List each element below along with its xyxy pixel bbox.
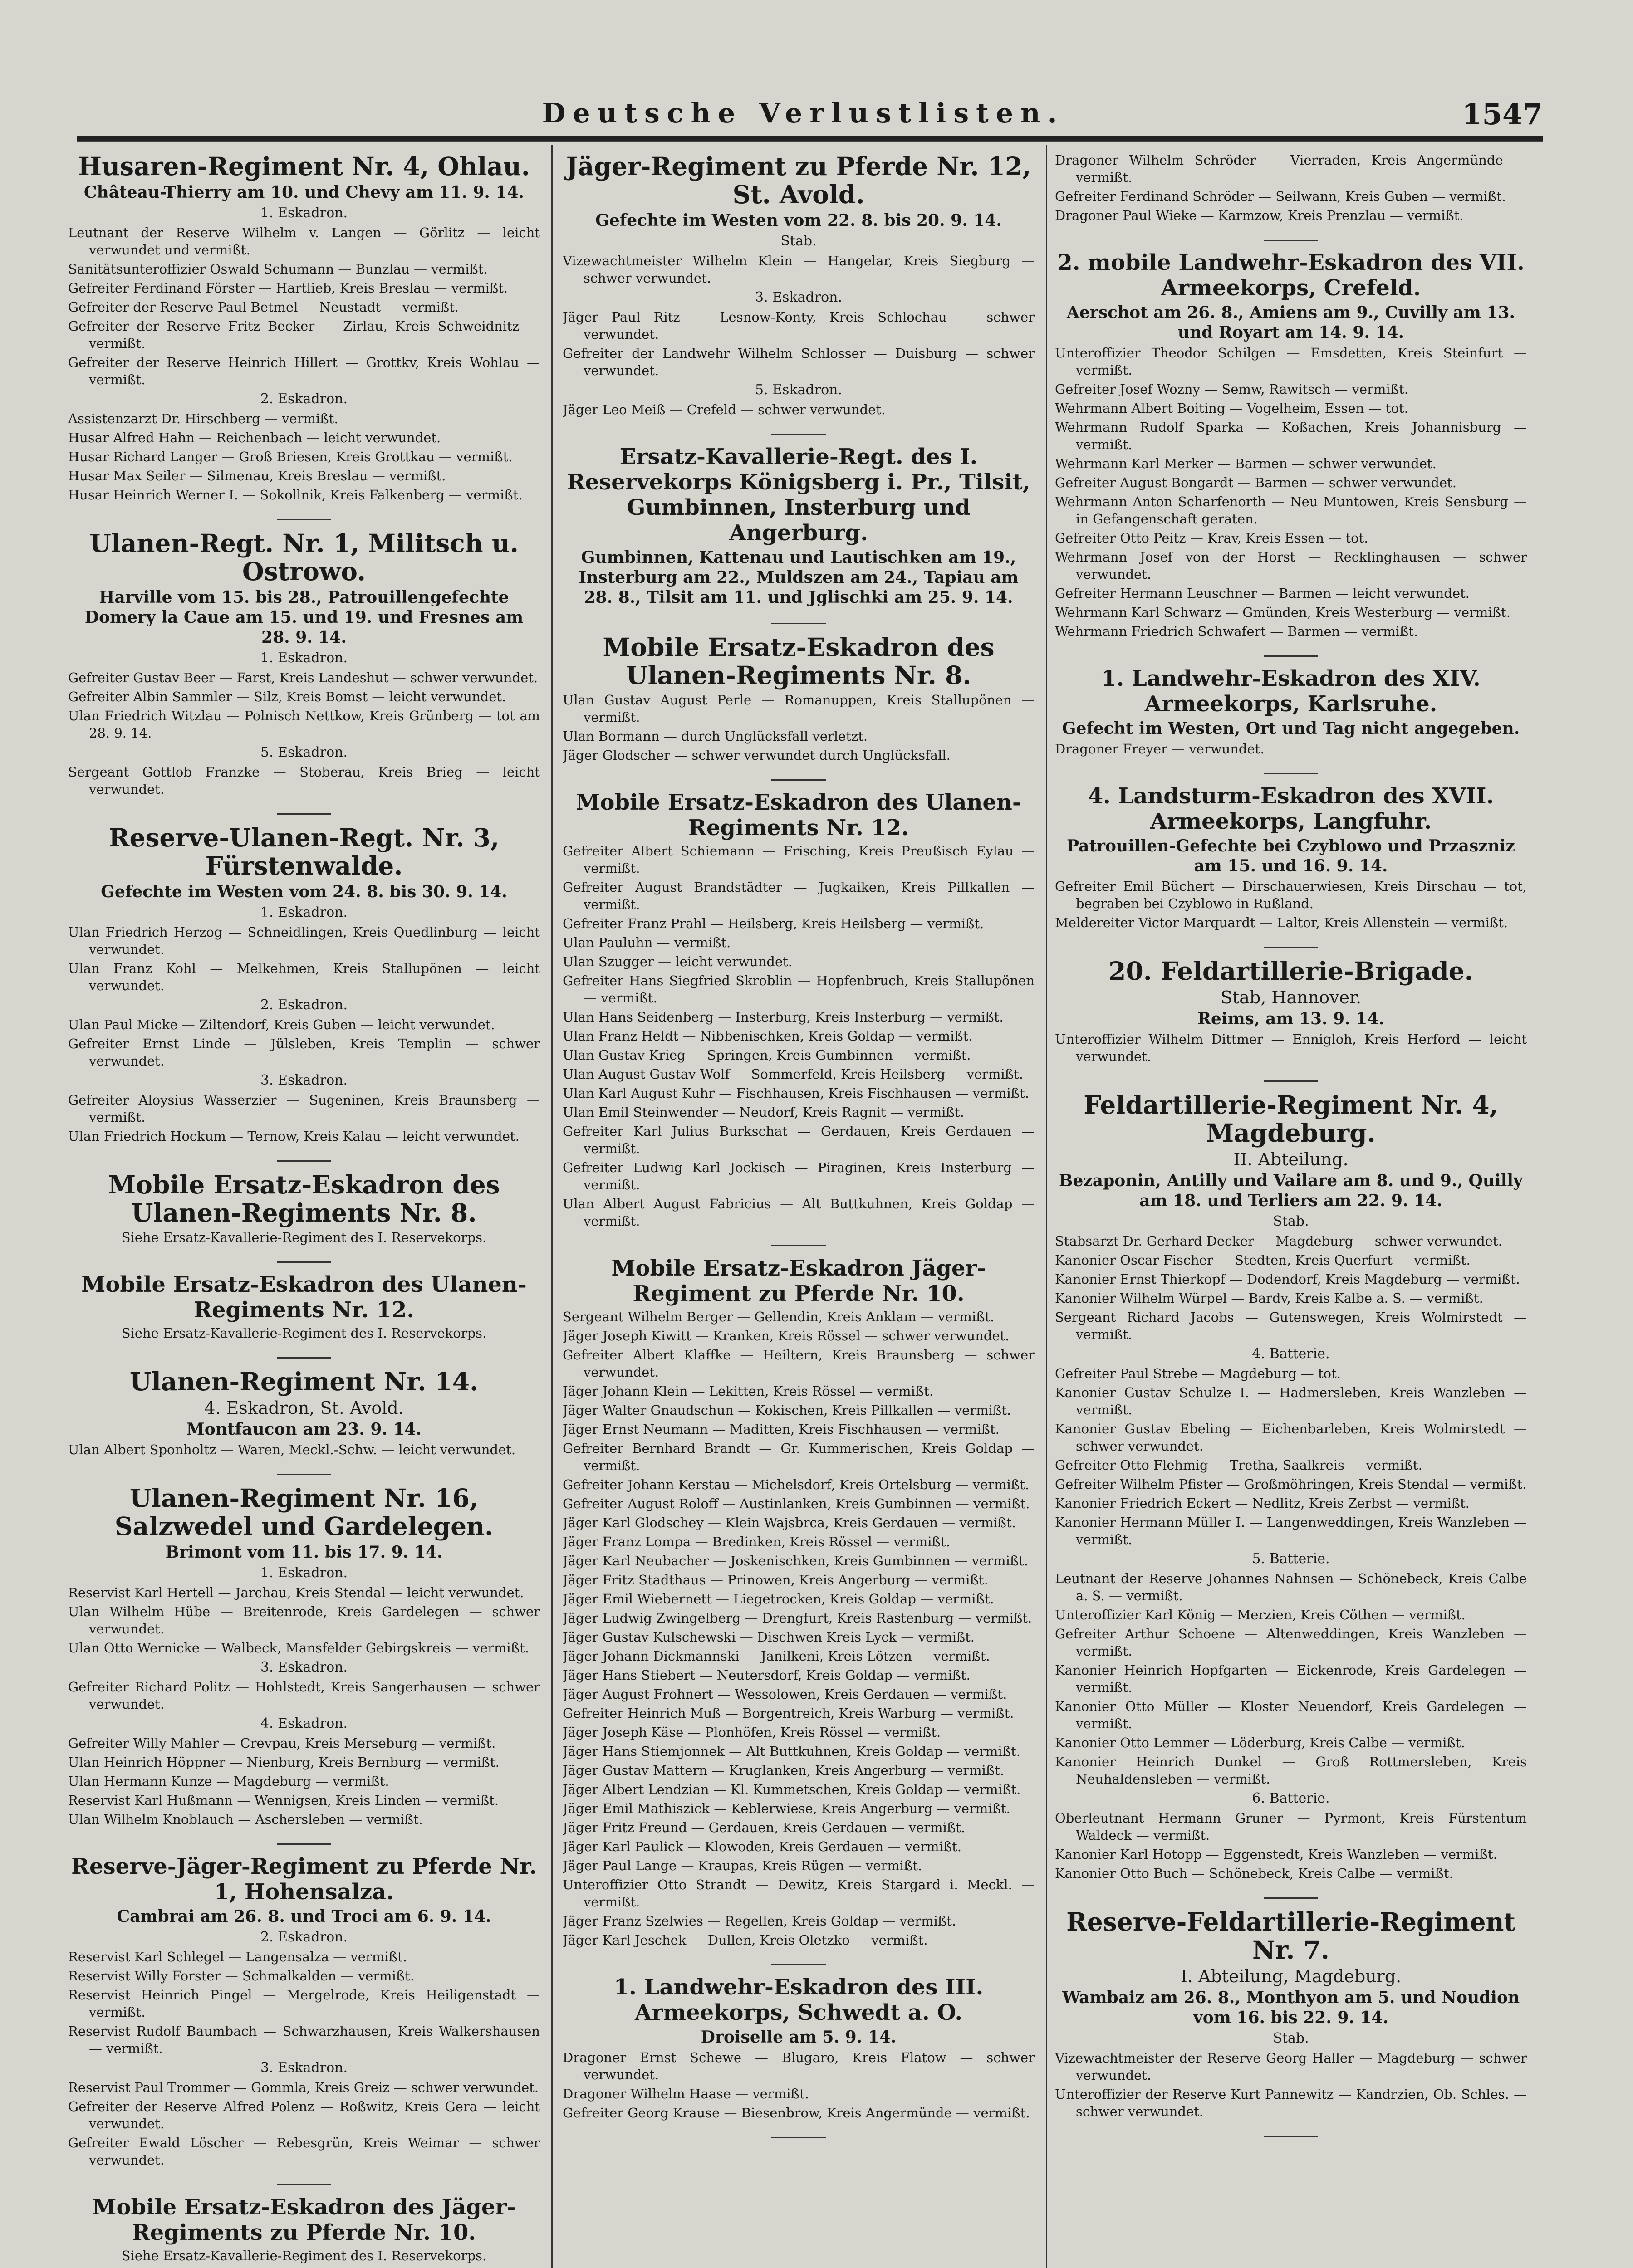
battle-dates: Château-Thierry am 10. und Chevy am 11. 9. 14.: [83, 183, 525, 202]
casualty-entry: Reservist Rudolf Baumbach — Schwarzhausen, Kreis Walkershausen — vermißt.: [68, 2024, 540, 2056]
casualty-entry: Gefreiter Hermann Leuschner — Barmen — leicht verwundet.: [1055, 586, 1470, 601]
casualty-entry: Reservist Heinrich Pingel — Mergelrode, Kreis Heiligenstadt — vermißt.: [68, 1987, 540, 2020]
casualty-entry: Jäger Ernst Neumann — Maditten, Kreis Fischhausen — vermißt.: [563, 1422, 1000, 1437]
casualty-entry: Dragoner Wilhelm Haase — vermißt.: [563, 2086, 809, 2102]
casualty-entry: Unteroffizier Karl König — Merzien, Kreis Cöthen — vermißt.: [1055, 1607, 1466, 1623]
casualty-entry: Unteroffizier der Reserve Kurt Pannewitz — Kandrzien, Ob. Schles. — schwer verwundet.: [1055, 2087, 1527, 2119]
casualty-entry: Leutnant der Reserve Wilhelm v. Langen — Görlitz — leicht verwundet und vermißt.: [68, 225, 540, 258]
casualty-entry: Kanonier Heinrich Dunkel — Groß Rottmersleben, Kreis Neuhaldensleben — vermißt.: [1055, 1754, 1527, 1787]
casualty-entry: Ulan Gustav August Perle — Romanuppen, Kreis Stallupönen — vermißt.: [563, 692, 1035, 725]
casualty-entry: Gefreiter Gustav Beer — Farst, Kreis Landeshut — schwer verwundet.: [68, 670, 538, 685]
casualty-entry: Gefreiter Otto Flehmig — Tretha, Saalkreis — vermißt.: [1055, 1457, 1422, 1473]
casualty-entry: Gefreiter Ernst Linde — Jülsleben, Kreis Templin — schwer verwundet.: [68, 1036, 540, 1069]
section-separator: [1264, 947, 1318, 948]
casualty-entry: Dragoner Freyer — verwundet.: [1055, 741, 1265, 757]
section-separator: [1264, 1897, 1318, 1899]
casualty-entry: Sanitätsunteroffizier Oswald Schumann — Bunzlau — vermißt.: [68, 261, 488, 277]
casualty-entry: Sergeant Gottlob Franzke — Stoberau, Kreis Brieg — leicht verwundet.: [68, 764, 540, 797]
battle-dates: Harville vom 15. bis 28., Patrouillengefechte Domery la Caue am 15. und 19. und Fresnes am 28. 9. 14.: [84, 588, 524, 647]
casualty-entry: Kanonier Gustav Ebeling — Eichenbarleben, Kreis Wolmirstedt — schwer verwundet.: [1055, 1421, 1527, 1454]
section-separator: [771, 434, 826, 435]
casualty-entry: Reservist Paul Trommer — Gommla, Kreis Greiz — schwer verwundet.: [68, 2080, 539, 2095]
section-heading: Reserve-Jäger-Regiment zu Pferde Nr. 1, Hohensalza.: [71, 1854, 537, 1905]
casualty-entry: Unteroffizier Theodor Schilgen — Emsdetten, Kreis Steinfurt — vermißt.: [1055, 345, 1527, 378]
casualty-entry: Jäger Glodscher — schwer verwundet durch Unglücksfall.: [563, 748, 951, 763]
unit-heading: Stab.: [1273, 2030, 1309, 2046]
casualty-entry: Wehrmann Albert Boiting — Vogelheim, Essen — tot.: [1055, 401, 1408, 416]
casualty-entry: Gefreiter Heinrich Muß — Borgentreich, Kreis Warburg — vermißt.: [563, 1706, 1014, 1721]
battle-dates: Gumbinnen, Kattenau und Lautischken am 19., Insterburg am 22., Muldszen am 24., Tapiau am 28. 8., Tilsit am 11. und Jglischki am 25. 9. 14.: [579, 548, 1019, 607]
regiment-section: [68, 1171, 540, 1246]
section-heading: Mobile Ersatz-Eskadron Jäger-Regiment zu Pferde Nr. 10.: [611, 1256, 986, 1306]
section-separator: [277, 1357, 331, 1359]
casualty-entry: Gefreiter Ewald Löscher — Rebesgrün, Kreis Weimar — schwer verwundet.: [68, 2135, 540, 2168]
casualty-entry: Leutnant der Reserve Johannes Nahnsen — Schönebeck, Kreis Calbe a. S. — vermißt.: [1055, 1571, 1527, 1603]
column-3: [1055, 150, 1527, 2268]
section-separator: [771, 623, 826, 624]
header-rule: [77, 136, 1543, 142]
casualty-entry: Gefreiter Emil Büchert — Dirschauerwiesen, Kreis Dirschau — tot, begraben bei Czyblowo in Rußland.: [1055, 879, 1527, 911]
unit-heading: Stab.: [1273, 1213, 1309, 1229]
section-separator: [1264, 2136, 1318, 2137]
casualty-entry: Jäger Emil Mathiszick — Keblerwiese, Kreis Angerburg — vermißt.: [563, 1801, 1010, 1816]
casualty-entry: Jäger Albert Lendzian — Kl. Kummetschen, Kreis Goldap — vermißt.: [563, 1782, 1021, 1797]
casualty-entry: Sergeant Richard Jacobs — Gutenswegen, Kreis Wolmirstedt — vermißt.: [1055, 1310, 1527, 1342]
unit-heading: Stab.: [780, 233, 817, 249]
regiment-section: [68, 529, 540, 798]
section-heading: 4. Landsturm-Eskadron des XVII. Armeekorps, Langfuhr.: [1088, 783, 1494, 834]
casualty-entry: Ulan Otto Wernicke — Walbeck, Mansfelder Gebirgskreis — vermißt.: [68, 1640, 529, 1656]
regiment-section: [563, 1256, 1035, 1949]
section-separator: [277, 1843, 331, 1845]
casualty-entry: Ulan Wilhelm Knoblauch — Aschersleben — vermißt.: [68, 1812, 423, 1827]
casualty-entry: Wehrmann Karl Schwarz — Gmünden, Kreis Westerburg — vermißt.: [1055, 605, 1510, 620]
section-heading: Mobile Ersatz-Eskadron des Ulanen-Regiments Nr. 12.: [81, 1272, 527, 1323]
section-separator: [771, 779, 826, 781]
casualty-entry: Gefreiter Wilhelm Pfister — Großmöhringen, Kreis Stendal — vermißt.: [1055, 1476, 1527, 1492]
casualty-entry: Gefreiter Paul Strebe — Magdeburg — tot.: [1055, 1366, 1341, 1381]
casualty-entry: Jäger Paul Ritz — Lesnow-Konty, Kreis Schlochau — schwer verwundet.: [563, 309, 1035, 342]
regiment-section: [1055, 666, 1527, 758]
unit-heading: 1. Eskadron.: [260, 1565, 348, 1581]
casualty-entry: Reservist Willy Forster — Schmalkalden — vermißt.: [68, 1968, 415, 1984]
casualty-entry: Kanonier Otto Lemmer — Löderburg, Kreis Calbe — vermißt.: [1055, 1735, 1465, 1750]
casualty-entry: Gefreiter Albert Klaffke — Heiltern, Kreis Braunsberg — schwer verwundet.: [563, 1347, 1035, 1380]
section-heading: Mobile Ersatz-Eskadron des Ulanen-Regiments Nr. 8.: [603, 632, 995, 690]
casualty-entry: Unteroffizier Otto Strandt — Dewitz, Kreis Stargard i. Meckl. — vermißt.: [563, 1877, 1035, 1910]
casualty-entry: Jäger Walter Gnaudschun — Kokischen, Kreis Pillkallen — vermißt.: [563, 1403, 1011, 1418]
casualty-entry: Husar Richard Langer — Groß Briesen, Kreis Grottkau — vermißt.: [68, 449, 513, 464]
casualty-entry: Dragoner Wilhelm Schröder — Vierraden, Kreis Angermünde — vermißt.: [1055, 152, 1527, 185]
casualty-entry: Ulan Friedrich Herzog — Schneidlingen, Kreis Quedlinburg — leicht verwundet.: [68, 924, 540, 957]
casualty-entry: Wehrmann Karl Merker — Barmen — schwer verwundet.: [1055, 456, 1437, 471]
casualty-entry: Gefreiter Franz Prahl — Heilsberg, Kreis Heilsberg — vermißt.: [563, 916, 984, 931]
casualty-entry: Gefreiter Georg Krause — Biesenbrow, Kreis Angermünde — vermißt.: [563, 2105, 1030, 2121]
unit-location: I. Abteilung, Magdeburg.: [1180, 1966, 1402, 1986]
casualty-entry: Gefreiter der Landwehr Wilhelm Schlosser — Duisburg — schwer verwundet.: [563, 346, 1035, 378]
unit-heading: 4. Batterie.: [1252, 1346, 1330, 1362]
casualty-entry: Kanonier Otto Buch — Schönebeck, Kreis Calbe — vermißt.: [1055, 1866, 1453, 1881]
battle-dates: Gefechte im Westen vom 24. 8. bis 30. 9. 14.: [101, 882, 507, 901]
casualty-entry: Gefreiter Ludwig Karl Jockisch — Piraginen, Kreis Insterburg — vermißt.: [563, 1160, 1035, 1193]
casualty-entry: Husar Alfred Hahn — Reichenbach — leicht verwundet.: [68, 430, 441, 445]
casualty-entry: Jäger Leo Meiß — Crefeld — schwer verwundet.: [563, 402, 886, 417]
cross-reference-note: Siehe Ersatz-Kavallerie-Regiment des I. Reservekorps.: [121, 1230, 487, 1245]
unit-heading: 1. Eskadron.: [260, 650, 348, 666]
unit-heading: 1. Eskadron.: [260, 904, 348, 920]
section-separator: [1264, 240, 1318, 241]
column-divider: [1046, 145, 1047, 2268]
regiment-section: [563, 152, 1035, 418]
casualty-entry: Wehrmann Rudolf Sparka — Koßachen, Kreis Johannisburg — vermißt.: [1055, 420, 1527, 452]
casualty-entry: Ulan Bormann — durch Unglücksfall verletzt.: [563, 728, 868, 744]
unit-location: II. Abteilung.: [1233, 1149, 1349, 1169]
section-heading: 1. Landwehr-Eskadron des III. Armeekorps, Schwedt a. O.: [613, 1975, 984, 2025]
section-separator: [277, 519, 331, 520]
regiment-section: [1055, 152, 1527, 224]
casualty-entry: Kanonier Ernst Thierkopf — Dodendorf, Kreis Magdeburg — vermißt.: [1055, 1271, 1520, 1287]
casualty-entry: Jäger August Frohnert — Wessolowen, Kreis Gerdauen — vermißt.: [563, 1686, 1007, 1702]
cross-reference-note: Siehe Ersatz-Kavallerie-Regiment des I. Reservekorps.: [121, 1325, 487, 1341]
unit-heading: 2. Eskadron.: [260, 391, 348, 407]
section-heading: Mobile Ersatz-Eskadron des Ulanen-Regiments Nr. 12.: [576, 790, 1021, 841]
casualty-entry: Gefreiter Ferdinand Schröder — Seilwann, Kreis Guben — vermißt.: [1055, 189, 1506, 204]
section-heading: Jäger-Regiment zu Pferde Nr. 12, St. Avold.: [566, 152, 1031, 209]
section-heading: Mobile Ersatz-Eskadron des Ulanen-Regiments Nr. 8.: [108, 1170, 500, 1227]
casualty-entry: Gefreiter Johann Kerstau — Michelsdorf, Kreis Ortelsburg — vermißt.: [563, 1477, 1030, 1492]
cross-reference-note: Siehe Ersatz-Kavallerie-Regiment des I. Reservekorps.: [121, 2248, 487, 2263]
unit-heading: 1. Eskadron.: [260, 205, 348, 221]
section-heading: Ulanen-Regt. Nr. 1, Militsch u. Ostrowo.: [89, 528, 519, 586]
section-heading: Feldartillerie-Regiment Nr. 4, Magdeburg.: [1084, 1090, 1498, 1148]
regiment-section: [68, 1484, 540, 1828]
casualty-entry: Vizewachtmeister der Reserve Georg Haller — Magdeburg — schwer verwundet.: [1055, 2050, 1527, 2083]
page-header: [77, 98, 1543, 134]
section-heading: Husaren-Regiment Nr. 4, Ohlau.: [78, 152, 530, 181]
unit-heading: 3. Eskadron.: [755, 289, 842, 305]
casualty-entry: Ulan August Gustav Wolf — Sommerfeld, Kreis Heilsberg — vermißt.: [563, 1066, 1024, 1082]
casualty-entry: Jäger Johann Klein — Lekitten, Kreis Rössel — vermißt.: [563, 1383, 934, 1399]
casualty-entry: Jäger Gustav Kulschewski — Dischwen Kreis Lyck — vermißt.: [563, 1629, 975, 1645]
casualty-entry: Wehrmann Josef von der Horst — Recklinghausen — schwer verwundet.: [1055, 549, 1527, 582]
casualty-entry: Gefreiter Richard Politz — Hohlstedt, Kreis Sangerhausen — schwer verwundet.: [68, 1679, 540, 1712]
regiment-section: [563, 633, 1035, 764]
casualty-entry: Ulan Albert Sponholtz — Waren, Meckl.-Schw. — leicht verwundet.: [68, 1442, 516, 1457]
unit-heading: 2. Eskadron.: [260, 997, 348, 1013]
casualty-entry: Oberleutnant Hermann Gruner — Pyrmont, Kreis Fürstentum Waldeck — vermißt.: [1055, 1810, 1527, 1843]
casualty-entry: Ulan Emil Steinwender — Neudorf, Kreis Ragnit — vermißt.: [563, 1105, 964, 1120]
casualty-entry: Gefreiter Hans Siegfried Skroblin — Hopfenbruch, Kreis Stallupönen — vermißt.: [563, 973, 1035, 1006]
casualty-entry: Gefreiter August Bongardt — Barmen — schwer verwundet.: [1055, 475, 1456, 490]
casualty-entry: Ulan Paul Micke — Ziltendorf, Kreis Guben — leicht verwundet.: [68, 1017, 495, 1032]
casualty-entry: Wehrmann Anton Scharfenorth — Neu Muntowen, Kreis Sensburg — in Gefangenschaft geraten.: [1055, 494, 1527, 527]
casualty-entry: Kanonier Karl Hotopp — Eggenstedt, Kreis Wanzleben — vermißt.: [1055, 1847, 1497, 1862]
casualty-entry: Gefreiter Josef Wozny — Semw, Rawitsch — vermißt.: [1055, 381, 1408, 397]
section-heading: 1. Landwehr-Eskadron des XIV. Armeekorps, Karlsruhe.: [1101, 666, 1481, 717]
casualty-entry: Reservist Karl Hußmann — Wennigsen, Kreis Linden — vermißt.: [68, 1793, 499, 1808]
battle-dates: Gefechte im Westen vom 22. 8. bis 20. 9. 14.: [595, 211, 1002, 230]
section-heading: Ulanen-Regiment Nr. 14.: [129, 1367, 479, 1396]
section-separator: [1264, 655, 1318, 657]
casualty-entry: Ulan Wilhelm Hübe — Breitenrode, Kreis Gardelegen — schwer verwundet.: [68, 1604, 540, 1637]
regiment-section: [68, 1368, 540, 1458]
casualty-entry: Gefreiter Aloysius Wasserzier — Sugeninen, Kreis Braunsberg — vermißt.: [68, 1092, 540, 1125]
regiment-section: [68, 1854, 540, 2169]
section-heading: Ersatz-Kavallerie-Regt. des I. Reservekorps Königsberg i. Pr., Tilsit, Gumbinnen, Insterburg und Angerburg.: [567, 444, 1030, 546]
casualty-entry: Gefreiter der Reserve Fritz Becker — Zirlau, Kreis Schweidnitz — vermißt.: [68, 318, 540, 351]
casualty-entry: Jäger Fritz Freund — Gerdauen, Kreis Gerdauen — vermißt.: [563, 1820, 966, 1835]
casualty-entry: Jäger Karl Neubacher — Joskenischken, Kreis Gumbinnen — vermißt.: [563, 1553, 1029, 1569]
casualty-entry: Jäger Joseph Käse — Plonhöfen, Kreis Rössel — vermißt.: [563, 1725, 941, 1740]
casualty-entry: Ulan Hermann Kunze — Magdeburg — vermißt.: [68, 1774, 389, 1789]
battle-dates: Aerschot am 26. 8., Amiens am 9., Cuvilly am 13. und Royart am 14. 9. 14.: [1066, 303, 1515, 342]
unit-heading: 5. Batterie.: [1252, 1551, 1330, 1567]
regiment-section: [1055, 1091, 1527, 1882]
casualty-entry: Jäger Gustav Mattern — Kruglanken, Kreis Angerburg — vermißt.: [563, 1763, 1005, 1778]
unit-heading: 5. Eskadron.: [260, 744, 348, 760]
casualty-entry: Husar Heinrich Werner I. — Sokollnik, Kreis Falkenberg — vermißt.: [68, 487, 523, 503]
casualty-entry: Jäger Karl Paulick — Klowoden, Kreis Gerdauen — vermißt.: [563, 1839, 962, 1854]
casualty-entry: Jäger Emil Wiebernett — Liegetrocken, Kreis Goldap — vermißt.: [563, 1591, 994, 1607]
unit-heading: 3. Eskadron.: [260, 2060, 348, 2076]
casualty-entry: Kanonier Oscar Fischer — Stedten, Kreis Querfurt — vermißt.: [1055, 1252, 1471, 1268]
battle-dates: Montfaucon am 23. 9. 14.: [186, 1420, 422, 1439]
casualty-entry: Ulan Friedrich Hockum — Ternow, Kreis Kalau — leicht verwundet.: [68, 1129, 520, 1144]
casualty-entry: Kanonier Gustav Schulze I. — Hadmersleben, Kreis Wanzleben — vermißt.: [1055, 1385, 1527, 1418]
page-title: Deutsche Verlustlisten.: [542, 98, 1064, 129]
section-separator: [771, 1964, 826, 1965]
casualty-entry: Ulan Pauluhn — vermißt.: [563, 935, 731, 950]
casualty-entry: Kanonier Wilhelm Würpel — Bardv, Kreis Kalbe a. S. — vermißt.: [1055, 1290, 1483, 1306]
section-separator: [771, 2137, 826, 2138]
section-heading: Reserve-Ulanen-Regt. Nr. 3, Fürstenwalde.: [108, 823, 500, 880]
section-separator: [1264, 1080, 1318, 1082]
column-2: [563, 150, 1035, 2268]
battle-dates: Bezaponin, Antilly und Vailare am 8. und 9., Quilly am 18. und Terliers am 22. 9. 14.: [1059, 1171, 1523, 1210]
section-separator: [1264, 773, 1318, 774]
battle-dates: Wambaiz am 26. 8., Monthyon am 5. und Noudion vom 16. bis 22. 9. 14.: [1062, 1988, 1520, 2027]
battle-dates: Droiselle am 5. 9. 14.: [701, 2028, 897, 2047]
casualty-entry: Jäger Ludwig Zwingelberg — Drengfurt, Kreis Rastenburg — vermißt.: [563, 1610, 1032, 1626]
section-separator: [277, 1261, 331, 1263]
casualty-entry: Gefreiter Ferdinand Förster — Hartlieb, Kreis Breslau — vermißt.: [68, 280, 508, 296]
section-separator: [277, 1474, 331, 1475]
casualty-entry: Husar Max Seiler — Silmenau, Kreis Breslau — vermißt.: [68, 468, 446, 484]
section-heading: Reserve-Feldartillerie-Regiment Nr. 7.: [1066, 1907, 1515, 1965]
section-separator: [277, 1160, 331, 1162]
casualty-entry: Ulan Franz Heldt — Nibbenischken, Kreis Goldap — vermißt.: [563, 1028, 973, 1044]
regiment-section: [68, 152, 540, 503]
casualty-entry: Ulan Heinrich Höppner — Nienburg, Kreis Bernburg — vermißt.: [68, 1755, 500, 1770]
casualty-entry: Gefreiter Bernhard Brandt — Gr. Kummerischen, Kreis Goldap — vermißt.: [563, 1441, 1035, 1473]
battle-dates: Reims, am 13. 9. 14.: [1197, 1009, 1384, 1028]
casualty-entry: Kanonier Hermann Müller I. — Langenweddingen, Kreis Wanzleben — vermißt.: [1055, 1515, 1527, 1547]
casualty-entry: Kanonier Otto Müller — Kloster Neuendorf, Kreis Gardelegen — vermißt.: [1055, 1699, 1527, 1731]
casualty-entry: Gefreiter August Roloff — Austinlanken, Kreis Gumbinnen — vermißt.: [563, 1496, 1030, 1511]
battle-dates: Gefecht im Westen, Ort und Tag nicht angegeben.: [1062, 719, 1520, 738]
casualty-entry: Jäger Johann Dickmannski — Janilkeni, Kreis Lötzen — vermißt.: [563, 1648, 990, 1664]
casualty-entry: Gefreiter August Brandstädter — Jugkaiken, Kreis Pillkallen — vermißt.: [563, 880, 1035, 912]
casualty-entry: Gefreiter Willy Mahler — Crevpau, Kreis Merseburg — vermißt.: [68, 1735, 496, 1751]
battle-dates: Patrouillen-Gefechte bei Czyblowo und Przaszniz am 15. und 16. 9. 14.: [1066, 836, 1515, 875]
battle-dates: Brimont vom 11. bis 17. 9. 14.: [165, 1543, 443, 1562]
casualty-entry: Gefreiter Karl Julius Burkschat — Gerdauen, Kreis Gerdauen — vermißt.: [563, 1124, 1035, 1156]
casualty-entry: Ulan Albert August Fabricius — Alt Buttkuhnen, Kreis Goldap — vermißt.: [563, 1196, 1035, 1229]
section-heading: Mobile Ersatz-Eskadron des Jäger-Regiments zu Pferde Nr. 10.: [92, 2195, 516, 2245]
casualty-entry: Ulan Friedrich Witzlau — Polnisch Nettkow, Kreis Grünberg — tot am 28. 9. 14.: [68, 708, 540, 741]
casualty-entry: Gefreiter Albert Schiemann — Frisching, Kreis Preußisch Eylau — vermißt.: [563, 843, 1035, 876]
casualty-entry: Jäger Joseph Kiwitt — Kranken, Kreis Rössel — schwer verwundet.: [563, 1328, 1010, 1344]
regiment-section: [1055, 250, 1527, 640]
unit-location: 4. Eskadron, St. Avold.: [204, 1398, 404, 1418]
casualty-entry: Ulan Franz Kohl — Melkehmen, Kreis Stallupönen — leicht verwundet.: [68, 961, 540, 993]
unit-heading: 6. Batterie.: [1252, 1790, 1330, 1806]
battle-dates: Cambrai am 26. 8. und Troci am 6. 9. 14.: [117, 1907, 491, 1926]
casualty-entry: Gefreiter Otto Peitz — Krav, Kreis Essen — tot.: [1055, 530, 1368, 546]
unit-heading: 2. Eskadron.: [260, 1929, 348, 1945]
unit-location: Stab, Hannover.: [1220, 987, 1362, 1007]
casualty-entry: Stabsarzt Dr. Gerhard Decker — Magdeburg — schwer verwundet.: [1055, 1233, 1502, 1249]
unit-heading: 5. Eskadron.: [755, 382, 842, 398]
casualty-entry: Kanonier Heinrich Hopfgarten — Eickenrode, Kreis Gardelegen — vermißt.: [1055, 1662, 1527, 1695]
casualty-entry: Gefreiter Arthur Schoene — Altenweddingen, Kreis Wanzleben — vermißt.: [1055, 1626, 1527, 1659]
casualty-entry: Jäger Karl Jeschek — Dullen, Kreis Oletzko — vermißt.: [563, 1932, 928, 1948]
regiment-section: [563, 444, 1035, 607]
section-heading: Ulanen-Regiment Nr. 16, Salzwedel und Gardelegen.: [114, 1483, 494, 1541]
casualty-entry: Assistenzarzt Dr. Hirschberg — vermißt.: [68, 411, 338, 426]
casualty-entry: Ulan Gustav Krieg — Springen, Kreis Gumbinnen — vermißt.: [563, 1047, 971, 1063]
regiment-section: [563, 790, 1035, 1230]
casualty-entry: Unteroffizier Wilhelm Dittmer — Ennigloh, Kreis Herford — leicht verwundet.: [1055, 1031, 1527, 1064]
regiment-section: [1055, 783, 1527, 931]
casualty-entry: Gefreiter der Reserve Alfred Polenz — Roßwitz, Kreis Gera — leicht verwundet.: [68, 2099, 540, 2131]
casualty-entry: Gefreiter Albin Sammler — Silz, Kreis Bomst — leicht verwundet.: [68, 689, 506, 704]
casualty-entry: Jäger Hans Stiemjonnek — Alt Buttkuhnen, Kreis Goldap — vermißt.: [563, 1744, 1021, 1759]
unit-heading: 4. Eskadron.: [260, 1716, 348, 1731]
regiment-section: [68, 824, 540, 1145]
regiment-section: [68, 2195, 540, 2264]
casualty-entry: Sergeant Wilhelm Berger — Gellendin, Kreis Anklam — vermißt.: [563, 1309, 995, 1325]
casualty-entry: Kanonier Friedrich Eckert — Nedlitz, Kreis Zerbst — vermißt.: [1055, 1496, 1470, 1511]
casualty-entry: Meldereiter Victor Marquardt — Laltor, Kreis Allenstein — vermißt.: [1055, 915, 1508, 930]
casualty-entry: Gefreiter der Reserve Paul Betmel — Neustadt — vermißt.: [68, 299, 459, 315]
casualty-entry: Gefreiter der Reserve Heinrich Hillert — Grottkv, Kreis Wohlau — vermißt.: [68, 355, 540, 387]
casualty-entry: Jäger Paul Lange — Kraupas, Kreis Rügen — vermißt.: [563, 1858, 922, 1873]
casualty-entry: Ulan Karl August Kuhr — Fischhausen, Kreis Fischhausen — vermißt.: [563, 1085, 1029, 1101]
casualty-entry: Jäger Hans Stiebert — Neutersdorf, Kreis Goldap — vermißt.: [563, 1667, 971, 1683]
column-divider: [551, 145, 553, 2268]
section-heading: 2. mobile Landwehr-Eskadron des VII. Armeekorps, Crefeld.: [1057, 250, 1525, 301]
section-separator: [277, 2184, 331, 2185]
page-number: 1547: [1461, 98, 1543, 132]
section-separator: [771, 1245, 826, 1246]
regiment-section: [1055, 1908, 1527, 2120]
casualty-entry: Dragoner Ernst Schewe — Blugaro, Kreis Flatow — schwer verwundet.: [563, 2050, 1035, 2082]
unit-heading: 3. Eskadron.: [260, 1072, 348, 1088]
casualty-entry: Jäger Fritz Stadthaus — Prinowen, Kreis Angerburg — vermißt.: [563, 1572, 988, 1588]
section-separator: [277, 813, 331, 815]
casualty-entry: Jäger Franz Szelwies — Regellen, Kreis Goldap — vermißt.: [563, 1913, 956, 1929]
casualty-entry: Jäger Franz Lompa — Bredinken, Kreis Rössel — vermißt.: [563, 1534, 950, 1549]
casualty-entry: Ulan Hans Seidenberg — Insterburg, Kreis Insterburg — vermißt.: [563, 1009, 1004, 1025]
regiment-section: [1055, 957, 1527, 1065]
regiment-section: [68, 1272, 540, 1342]
casualty-entry: Dragoner Paul Wieke — Karmzow, Kreis Prenzlau — vermißt.: [1055, 208, 1464, 223]
casualty-entry: Ulan Szugger — leicht verwundet.: [563, 954, 792, 969]
casualty-entry: Reservist Karl Hertell — Jarchau, Kreis Stendal — leicht verwundet.: [68, 1585, 524, 1600]
casualty-entry: Wehrmann Friedrich Schwafert — Barmen — vermißt.: [1055, 624, 1418, 639]
casualty-entry: Reservist Karl Schlegel — Langensalza — vermißt.: [68, 1949, 407, 1965]
section-heading: 20. Feldartillerie-Brigade.: [1108, 956, 1473, 986]
casualty-entry: Jäger Karl Glodschey — Klein Wajsbrca, Kreis Gerdauen — vermißt.: [563, 1515, 1016, 1530]
unit-heading: 3. Eskadron.: [260, 1659, 348, 1675]
regiment-section: [563, 1975, 1035, 2121]
casualty-entry: Vizewachtmeister Wilhelm Klein — Hangelar, Kreis Siegburg — schwer verwundet.: [563, 253, 1035, 286]
column-1: [68, 150, 540, 2268]
